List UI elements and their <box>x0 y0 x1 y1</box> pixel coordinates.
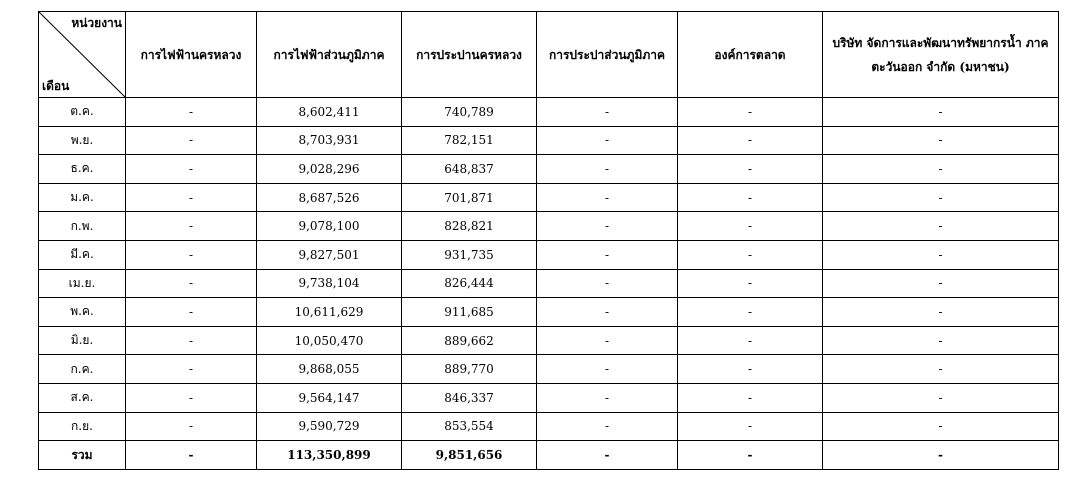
table-row <box>39 269 1059 298</box>
data-cell: - <box>537 383 678 412</box>
column-header: การไฟฟ้าส่วนภูมิภาค <box>257 12 402 98</box>
month-cell: ก.ค. <box>39 355 126 384</box>
month-cell: เม.ย. <box>39 269 126 298</box>
data-cell: - <box>678 412 823 441</box>
total-row <box>39 441 1059 470</box>
table-row <box>39 240 1059 269</box>
data-cell: 9,827,501 <box>257 240 402 269</box>
month-cell: ม.ค. <box>39 183 126 212</box>
data-cell: 740,789 <box>402 98 537 127</box>
data-cell: - <box>126 298 257 327</box>
corner-header-cell <box>39 12 126 98</box>
data-cell: - <box>823 412 1059 441</box>
data-cell: 9,564,147 <box>257 383 402 412</box>
table-row <box>39 98 1059 127</box>
data-cell: - <box>678 355 823 384</box>
data-cell: 8,687,526 <box>257 183 402 212</box>
data-cell: - <box>678 240 823 269</box>
data-cell: - <box>678 326 823 355</box>
data-cell: 889,662 <box>402 326 537 355</box>
data-cell: - <box>823 269 1059 298</box>
month-cell: ก.พ. <box>39 212 126 241</box>
total-cell: - <box>823 441 1059 470</box>
data-cell: - <box>823 183 1059 212</box>
data-cell: - <box>678 98 823 127</box>
header-row <box>39 12 1059 98</box>
data-cell: - <box>823 126 1059 155</box>
data-cell: 911,685 <box>402 298 537 327</box>
data-cell: - <box>126 155 257 184</box>
month-cell: มิ.ย. <box>39 326 126 355</box>
data-cell: - <box>537 98 678 127</box>
data-cell: - <box>126 126 257 155</box>
data-cell: - <box>126 212 257 241</box>
table-row <box>39 212 1059 241</box>
table-row <box>39 412 1059 441</box>
data-cell: - <box>537 240 678 269</box>
total-cell: - <box>126 441 257 470</box>
data-cell: - <box>678 269 823 298</box>
total-cell: 113,350,899 <box>257 441 402 470</box>
data-cell: 9,738,104 <box>257 269 402 298</box>
data-cell: - <box>126 355 257 384</box>
data-cell: 828,821 <box>402 212 537 241</box>
data-cell: 9,590,729 <box>257 412 402 441</box>
data-cell: - <box>537 326 678 355</box>
data-cell: - <box>823 212 1059 241</box>
month-axis-label: เดือน <box>42 79 70 93</box>
column-header: การไฟฟ้านครหลวง <box>126 12 257 98</box>
table-row <box>39 355 1059 384</box>
month-cell: ส.ค. <box>39 383 126 412</box>
data-cell: - <box>823 326 1059 355</box>
table-body <box>39 98 1059 441</box>
data-cell: - <box>126 269 257 298</box>
data-cell: - <box>678 383 823 412</box>
column-header: การประปานครหลวง <box>402 12 537 98</box>
data-cell: - <box>537 269 678 298</box>
data-cell: - <box>126 326 257 355</box>
data-cell: 9,028,296 <box>257 155 402 184</box>
data-cell: - <box>537 412 678 441</box>
data-cell: - <box>678 212 823 241</box>
unit-axis-label: หน่วยงาน <box>71 16 122 30</box>
column-header: การประปาส่วนภูมิภาค <box>537 12 678 98</box>
data-cell: 9,078,100 <box>257 212 402 241</box>
data-cell: 889,770 <box>402 355 537 384</box>
data-cell: - <box>537 183 678 212</box>
data-cell: - <box>126 98 257 127</box>
data-cell: 9,868,055 <box>257 355 402 384</box>
table-row <box>39 126 1059 155</box>
data-cell: 701,871 <box>402 183 537 212</box>
table-footer <box>39 441 1059 470</box>
data-cell: 846,337 <box>402 383 537 412</box>
data-cell: - <box>537 355 678 384</box>
data-cell: - <box>823 355 1059 384</box>
month-cell: ธ.ค. <box>39 155 126 184</box>
data-cell: 826,444 <box>402 269 537 298</box>
month-cell: ก.ย. <box>39 412 126 441</box>
data-cell: - <box>126 240 257 269</box>
data-cell: - <box>126 412 257 441</box>
table-header <box>39 12 1059 98</box>
data-cell: - <box>126 383 257 412</box>
data-cell: 931,735 <box>402 240 537 269</box>
data-cell: - <box>678 298 823 327</box>
total-cell: 9,851,656 <box>402 441 537 470</box>
total-cell: - <box>537 441 678 470</box>
data-cell: - <box>678 126 823 155</box>
data-cell: - <box>537 298 678 327</box>
data-cell: 10,611,629 <box>257 298 402 327</box>
data-cell: 10,050,470 <box>257 326 402 355</box>
utility-report-table <box>38 11 1059 470</box>
month-cell: ต.ค. <box>39 98 126 127</box>
data-cell: 853,554 <box>402 412 537 441</box>
data-cell: - <box>537 212 678 241</box>
data-cell: 8,602,411 <box>257 98 402 127</box>
data-cell: - <box>823 383 1059 412</box>
month-cell: พ.ย. <box>39 126 126 155</box>
data-cell: - <box>823 298 1059 327</box>
month-cell: พ.ค. <box>39 298 126 327</box>
data-cell: - <box>823 98 1059 127</box>
total-label: รวม <box>39 441 126 470</box>
data-cell: - <box>678 183 823 212</box>
table-row <box>39 383 1059 412</box>
column-header: องค์การตลาด <box>678 12 823 98</box>
data-cell: - <box>537 126 678 155</box>
table-row <box>39 326 1059 355</box>
column-header: บริษัท จัดการและพัฒนาทรัพยากรน้ำ ภาคตะวันออก จำกัด (มหาชน) <box>823 12 1059 98</box>
data-cell: - <box>537 155 678 184</box>
table-row <box>39 155 1059 184</box>
table-row <box>39 298 1059 327</box>
table-row <box>39 183 1059 212</box>
data-cell: 782,151 <box>402 126 537 155</box>
data-cell: - <box>126 183 257 212</box>
data-cell: - <box>823 155 1059 184</box>
data-cell: - <box>823 240 1059 269</box>
data-cell: 8,703,931 <box>257 126 402 155</box>
data-cell: 648,837 <box>402 155 537 184</box>
month-cell: มี.ค. <box>39 240 126 269</box>
total-cell: - <box>678 441 823 470</box>
data-cell: - <box>678 155 823 184</box>
